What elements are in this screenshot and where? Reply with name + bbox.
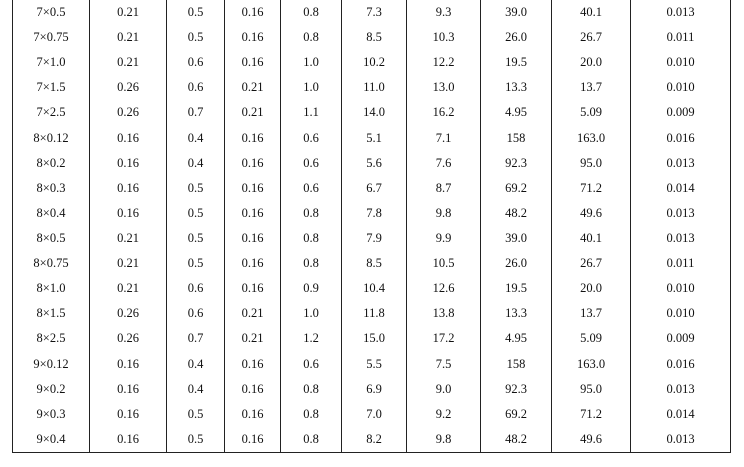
table-cell: 0.014 [631, 176, 731, 201]
table-cell: 13.3 [481, 75, 552, 100]
table-cell: 0.5 [167, 176, 225, 201]
table-cell: 8.2 [342, 427, 407, 453]
table-cell: 5.6 [342, 151, 407, 176]
table-cell: 48.2 [481, 427, 552, 453]
table-cell: 0.010 [631, 50, 731, 75]
table-cell: 0.016 [631, 126, 731, 151]
table-cell: 0.26 [90, 326, 167, 351]
table-cell: 0.8 [281, 427, 342, 453]
table-cell: 20.0 [552, 276, 631, 301]
table-cell: 95.0 [552, 151, 631, 176]
table-cell: 7.3 [342, 0, 407, 25]
table-cell: 16.2 [407, 100, 481, 125]
table-cell: 0.21 [225, 75, 281, 100]
table-cell: 40.1 [552, 226, 631, 251]
table-cell: 0.9 [281, 276, 342, 301]
table-cell: 0.5 [167, 226, 225, 251]
table-cell: 13.3 [481, 301, 552, 326]
table-cell: 11.0 [342, 75, 407, 100]
table-cell: 0.16 [225, 151, 281, 176]
table-cell: 40.1 [552, 0, 631, 25]
table-cell: 0.5 [167, 0, 225, 25]
table-row [13, 0, 731, 25]
table-cell: 0.011 [631, 251, 731, 276]
table-cell: 0.013 [631, 377, 731, 402]
table-cell: 0.16 [225, 25, 281, 50]
table-cell: 13.8 [407, 301, 481, 326]
table-cell: 0.6 [281, 126, 342, 151]
table-cell: 48.2 [481, 201, 552, 226]
size-cell: 8×1.0 [13, 276, 90, 301]
table-cell: 0.6 [281, 176, 342, 201]
table-cell: 10.4 [342, 276, 407, 301]
table-cell: 9.3 [407, 0, 481, 25]
table-cell: 0.21 [90, 0, 167, 25]
table-cell: 26.0 [481, 251, 552, 276]
table-cell: 26.7 [552, 251, 631, 276]
table-cell: 0.013 [631, 427, 731, 453]
table-row [13, 126, 731, 151]
table-cell: 8.5 [342, 251, 407, 276]
table-cell: 5.5 [342, 352, 407, 377]
table-body [13, 0, 731, 453]
table-cell: 14.0 [342, 100, 407, 125]
table-cell: 8.7 [407, 176, 481, 201]
table-cell: 0.8 [281, 226, 342, 251]
size-cell: 8×0.12 [13, 126, 90, 151]
table-cell: 71.2 [552, 176, 631, 201]
size-cell: 8×2.5 [13, 326, 90, 351]
table-cell: 19.5 [481, 50, 552, 75]
table-cell: 0.4 [167, 377, 225, 402]
table-cell: 0.16 [225, 352, 281, 377]
table-cell: 0.16 [90, 427, 167, 453]
table-cell: 163.0 [552, 352, 631, 377]
table-cell: 0.8 [281, 251, 342, 276]
table-cell: 158 [481, 352, 552, 377]
table-cell: 0.011 [631, 25, 731, 50]
spec-table [12, 0, 731, 453]
table-cell: 10.2 [342, 50, 407, 75]
table-cell: 0.16 [225, 377, 281, 402]
table-cell: 0.16 [90, 151, 167, 176]
table-cell: 4.95 [481, 100, 552, 125]
table-cell: 9.2 [407, 402, 481, 427]
table-cell: 0.6 [167, 75, 225, 100]
table-cell: 0.013 [631, 151, 731, 176]
table-row [13, 151, 731, 176]
table-row [13, 402, 731, 427]
size-cell: 8×0.75 [13, 251, 90, 276]
table-cell: 39.0 [481, 226, 552, 251]
table-cell: 158 [481, 126, 552, 151]
table-cell: 20.0 [552, 50, 631, 75]
table-cell: 5.09 [552, 100, 631, 125]
table-cell: 0.16 [90, 126, 167, 151]
table-cell: 12.6 [407, 276, 481, 301]
table-cell: 4.95 [481, 326, 552, 351]
table-cell: 5.09 [552, 326, 631, 351]
table-cell: 0.014 [631, 402, 731, 427]
table-cell: 163.0 [552, 126, 631, 151]
table-cell: 0.26 [90, 75, 167, 100]
table-cell: 69.2 [481, 176, 552, 201]
table-cell: 0.009 [631, 326, 731, 351]
table-cell: 0.21 [90, 50, 167, 75]
size-cell: 7×0.5 [13, 0, 90, 25]
table-cell: 7.9 [342, 226, 407, 251]
table-cell: 0.6 [281, 352, 342, 377]
size-cell: 8×1.5 [13, 301, 90, 326]
table-cell: 0.7 [167, 326, 225, 351]
table-row [13, 251, 731, 276]
table-cell: 0.013 [631, 201, 731, 226]
table-cell: 0.5 [167, 427, 225, 453]
table-cell: 13.7 [552, 75, 631, 100]
table-cell: 0.4 [167, 352, 225, 377]
table-row [13, 276, 731, 301]
size-cell: 8×0.2 [13, 151, 90, 176]
table-cell: 0.8 [281, 377, 342, 402]
table-cell: 49.6 [552, 201, 631, 226]
table-cell: 0.16 [225, 126, 281, 151]
table-cell: 5.1 [342, 126, 407, 151]
table-cell: 9.8 [407, 201, 481, 226]
table-cell: 13.7 [552, 301, 631, 326]
size-cell: 9×0.12 [13, 352, 90, 377]
table-cell: 0.010 [631, 75, 731, 100]
table-cell: 0.21 [90, 276, 167, 301]
table-row [13, 75, 731, 100]
table-cell: 0.5 [167, 251, 225, 276]
table-cell: 7.8 [342, 201, 407, 226]
table-cell: 0.16 [225, 176, 281, 201]
table-cell: 0.6 [167, 301, 225, 326]
table-cell: 0.8 [281, 402, 342, 427]
table-cell: 1.2 [281, 326, 342, 351]
table-cell: 7.5 [407, 352, 481, 377]
table-cell: 0.21 [225, 301, 281, 326]
table-cell: 1.1 [281, 100, 342, 125]
table-cell: 0.6 [167, 50, 225, 75]
table-cell: 0.010 [631, 301, 731, 326]
table-cell: 1.0 [281, 301, 342, 326]
table-cell: 0.16 [90, 201, 167, 226]
table-cell: 0.8 [281, 0, 342, 25]
table-cell: 17.2 [407, 326, 481, 351]
table-cell: 6.7 [342, 176, 407, 201]
size-cell: 8×0.4 [13, 201, 90, 226]
table-cell: 0.26 [90, 301, 167, 326]
size-cell: 9×0.3 [13, 402, 90, 427]
table-cell: 10.3 [407, 25, 481, 50]
table-cell: 0.16 [225, 402, 281, 427]
table-cell: 0.16 [90, 402, 167, 427]
table-cell: 8.5 [342, 25, 407, 50]
table-row [13, 377, 731, 402]
table-cell: 0.8 [281, 25, 342, 50]
table-cell: 0.010 [631, 276, 731, 301]
table-cell: 1.0 [281, 75, 342, 100]
table-cell: 0.21 [90, 226, 167, 251]
table-cell: 0.16 [225, 50, 281, 75]
table-row [13, 100, 731, 125]
table-cell: 9.0 [407, 377, 481, 402]
table-row [13, 226, 731, 251]
table-cell: 26.7 [552, 25, 631, 50]
table-cell: 0.16 [225, 201, 281, 226]
table-cell: 0.16 [225, 427, 281, 453]
table-cell: 0.21 [225, 326, 281, 351]
table-cell: 0.013 [631, 226, 731, 251]
table-cell: 0.4 [167, 151, 225, 176]
table-cell: 10.5 [407, 251, 481, 276]
table-cell: 0.7 [167, 100, 225, 125]
table-cell: 6.9 [342, 377, 407, 402]
table-row [13, 301, 731, 326]
table-row [13, 50, 731, 75]
table-cell: 0.5 [167, 402, 225, 427]
table-cell: 71.2 [552, 402, 631, 427]
size-cell: 9×0.4 [13, 427, 90, 453]
table-cell: 0.016 [631, 352, 731, 377]
table-cell: 95.0 [552, 377, 631, 402]
table-cell: 0.16 [90, 377, 167, 402]
table-cell: 7.1 [407, 126, 481, 151]
table-cell: 13.0 [407, 75, 481, 100]
table-cell: 0.5 [167, 201, 225, 226]
table-cell: 0.16 [225, 226, 281, 251]
table-cell: 0.5 [167, 25, 225, 50]
table-cell: 7.0 [342, 402, 407, 427]
table-row [13, 352, 731, 377]
table-cell: 9.9 [407, 226, 481, 251]
table-cell: 12.2 [407, 50, 481, 75]
table-cell: 0.8 [281, 201, 342, 226]
table-cell: 0.21 [90, 251, 167, 276]
size-cell: 9×0.2 [13, 377, 90, 402]
table-cell: 0.16 [90, 176, 167, 201]
size-cell: 8×0.5 [13, 226, 90, 251]
table-cell: 26.0 [481, 25, 552, 50]
table-row [13, 427, 731, 453]
table-cell: 1.0 [281, 50, 342, 75]
size-cell: 7×1.5 [13, 75, 90, 100]
table-cell: 0.6 [167, 276, 225, 301]
table-cell: 0.26 [90, 100, 167, 125]
table-cell: 0.009 [631, 100, 731, 125]
table-row [13, 201, 731, 226]
table-cell: 0.6 [281, 151, 342, 176]
table-row [13, 326, 731, 351]
table-cell: 9.8 [407, 427, 481, 453]
size-cell: 8×0.3 [13, 176, 90, 201]
table-cell: 0.21 [225, 100, 281, 125]
size-cell: 7×0.75 [13, 25, 90, 50]
table-row [13, 176, 731, 201]
table-cell: 0.4 [167, 126, 225, 151]
table-cell: 0.16 [225, 251, 281, 276]
table-cell: 92.3 [481, 151, 552, 176]
table-cell: 0.16 [225, 276, 281, 301]
table-cell: 0.21 [90, 25, 167, 50]
table-row [13, 25, 731, 50]
table-cell: 19.5 [481, 276, 552, 301]
table-cell: 69.2 [481, 402, 552, 427]
table-cell: 0.16 [225, 0, 281, 25]
size-cell: 7×1.0 [13, 50, 90, 75]
table-cell: 39.0 [481, 0, 552, 25]
size-cell: 7×2.5 [13, 100, 90, 125]
table-cell: 49.6 [552, 427, 631, 453]
table-cell: 92.3 [481, 377, 552, 402]
table-cell: 0.013 [631, 0, 731, 25]
table-cell: 0.16 [90, 352, 167, 377]
table-cell: 7.6 [407, 151, 481, 176]
table-cell: 11.8 [342, 301, 407, 326]
table-cell: 15.0 [342, 326, 407, 351]
